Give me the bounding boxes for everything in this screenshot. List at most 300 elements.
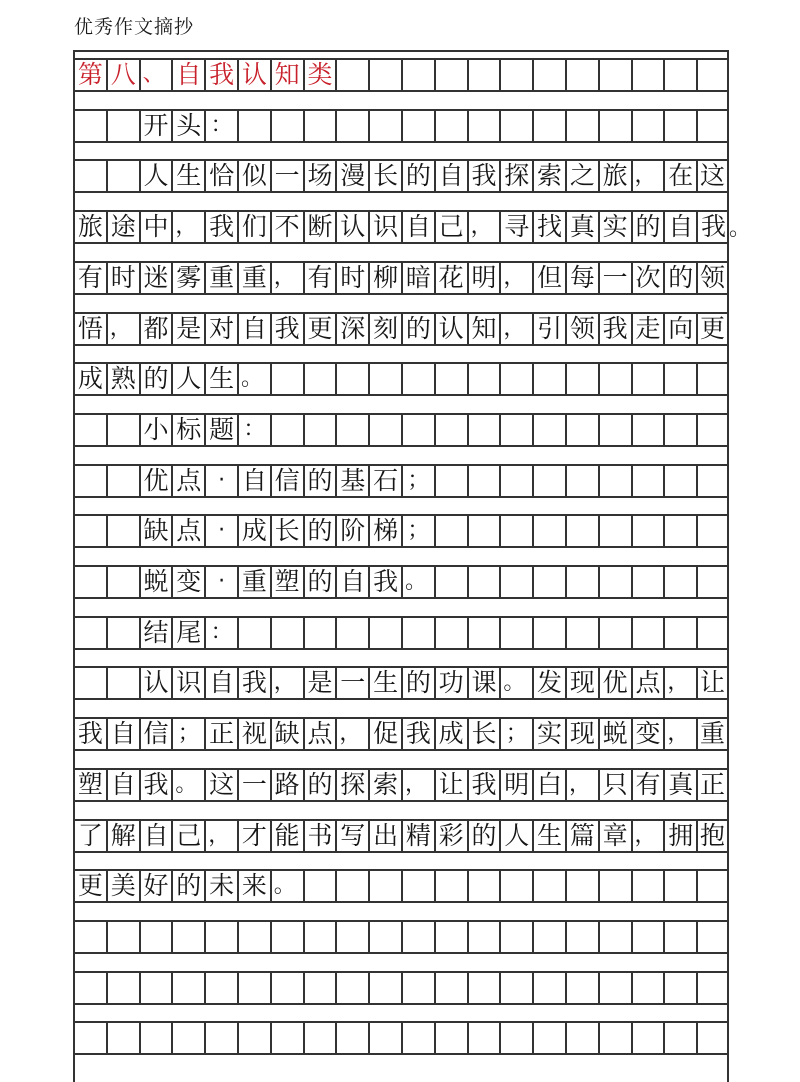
grid-cell: 让 [434, 770, 467, 800]
grid-row [73, 768, 729, 802]
grid-cell: 们 [237, 212, 270, 242]
grid-cell [335, 364, 368, 394]
grid-cell: 更 [696, 314, 729, 344]
grid-cell [401, 364, 434, 394]
grid-cell [532, 973, 565, 1003]
grid-cell: 拥 [663, 821, 696, 851]
grid-cell [696, 516, 729, 546]
grid-cell [598, 1023, 631, 1053]
grid-cell: ， [335, 719, 368, 749]
grid-cell: 实 [532, 719, 565, 749]
grid-cell: 我 [401, 719, 434, 749]
grid-cell: 抱 [696, 821, 729, 851]
grid-cell [434, 922, 467, 952]
grid-cell [434, 516, 467, 546]
grid-cell: 石 [368, 466, 401, 496]
grid-cell: 。 [499, 668, 532, 698]
grid-cell [467, 415, 500, 445]
grid-cell [106, 516, 139, 546]
grid-cell [663, 973, 696, 1003]
grid-cell: 的 [631, 212, 664, 242]
grid-cell [565, 60, 598, 90]
grid-cell [106, 111, 139, 141]
grid-cell [499, 111, 532, 141]
grid-cell [270, 618, 303, 648]
grid-cell [631, 111, 664, 141]
grid-cell: 熟 [106, 364, 139, 394]
grid-cell [237, 973, 270, 1003]
grid-cell [335, 1023, 368, 1053]
grid-cell: 生 [171, 161, 204, 191]
grid-cell: 己 [434, 212, 467, 242]
grid-cell [631, 1023, 664, 1053]
grid-cell [73, 973, 106, 1003]
grid-cell [663, 871, 696, 901]
grid-cell: 、 [139, 60, 172, 90]
grid-cell: ， [270, 668, 303, 698]
grid-cell [335, 415, 368, 445]
grid-cell [467, 1023, 500, 1053]
grid-cell [532, 466, 565, 496]
grid-cell [565, 516, 598, 546]
grid-cell: 刻 [368, 314, 401, 344]
grid-cell [663, 1023, 696, 1053]
grid-cell: 自 [663, 212, 696, 242]
grid-cell: 旅 [598, 161, 631, 191]
grid-cell: 促 [368, 719, 401, 749]
grid-cell: ， [631, 821, 664, 851]
grid-cell [467, 567, 500, 597]
grid-cell [237, 922, 270, 952]
grid-cell [270, 973, 303, 1003]
grid-cell [499, 466, 532, 496]
grid-cell: 书 [303, 821, 336, 851]
grid-cell: 我 [368, 567, 401, 597]
grid-cell: · [204, 466, 237, 496]
grid-cell: 花 [434, 263, 467, 293]
grid-cell: 我 [467, 161, 500, 191]
grid-cell: 自 [237, 314, 270, 344]
grid-cell [434, 871, 467, 901]
grid-cell: ， [467, 212, 500, 242]
grid-cell: 成 [237, 516, 270, 546]
grid-cell: 重 [696, 719, 729, 749]
grid-cell [270, 415, 303, 445]
grid-cell: 自 [204, 668, 237, 698]
grid-cell: 蜕 [598, 719, 631, 749]
grid-row [73, 971, 729, 1005]
grid-cell: ； [499, 719, 532, 749]
grid-row [73, 565, 729, 599]
grid-cell [565, 111, 598, 141]
grid-cell: 有 [303, 263, 336, 293]
grid-cell: 旅 [73, 212, 106, 242]
grid-cell [499, 1023, 532, 1053]
grid-cell: ： [204, 618, 237, 648]
grid-row [73, 413, 729, 447]
grid-cell [696, 618, 729, 648]
grid-cell [499, 973, 532, 1003]
grid-cell [631, 60, 664, 90]
grid-cell: 功 [434, 668, 467, 698]
grid-cell [171, 973, 204, 1003]
grid-cell: 寻 [499, 212, 532, 242]
grid-cell: 悟 [73, 314, 106, 344]
grid-cell: 标 [171, 415, 204, 445]
grid-cell [106, 466, 139, 496]
grid-cell: 一 [237, 770, 270, 800]
grid-cell: 次 [631, 263, 664, 293]
grid-cell: 自 [237, 466, 270, 496]
grid-cell [598, 364, 631, 394]
grid-cell [631, 415, 664, 445]
grid-cell: 阶 [335, 516, 368, 546]
grid-cell: 探 [499, 161, 532, 191]
grid-cell: 一 [335, 668, 368, 698]
grid-cell [106, 973, 139, 1003]
grid-cell [335, 871, 368, 901]
grid-cell [401, 618, 434, 648]
grid-cell: 结 [139, 618, 172, 648]
grid-cell [598, 516, 631, 546]
grid-cell [532, 1023, 565, 1053]
grid-cell: 。 [171, 770, 204, 800]
grid-cell: 的 [401, 161, 434, 191]
grid-cell: 课 [467, 668, 500, 698]
grid-row [73, 514, 729, 548]
grid-cell: 白 [532, 770, 565, 800]
grid-cell: 点 [303, 719, 336, 749]
grid-cell [598, 60, 631, 90]
grid-cell [401, 871, 434, 901]
grid-cell: 重 [237, 567, 270, 597]
grid-cell: 我 [270, 314, 303, 344]
grid-cell: ： [237, 415, 270, 445]
grid-cell [696, 415, 729, 445]
grid-cell [565, 871, 598, 901]
grid-cell: 优 [598, 668, 631, 698]
grid-cell [663, 516, 696, 546]
grid-cell: 能 [270, 821, 303, 851]
grid-cell [499, 364, 532, 394]
grid-cell: 章 [598, 821, 631, 851]
grid-cell: 我 [204, 60, 237, 90]
grid-cell: 自 [171, 60, 204, 90]
grid-row [73, 1021, 729, 1055]
grid-cell [532, 60, 565, 90]
grid-cell [303, 364, 336, 394]
grid-cell: 变 [631, 719, 664, 749]
grid-cell [565, 618, 598, 648]
grid-cell: 变 [171, 567, 204, 597]
grid-cell [696, 364, 729, 394]
grid-cell: 。 [237, 364, 270, 394]
grid-cell [532, 111, 565, 141]
grid-cell [565, 973, 598, 1003]
grid-cell: 写 [335, 821, 368, 851]
grid-cell: 未 [204, 871, 237, 901]
grid-cell [401, 111, 434, 141]
grid-cell: 路 [270, 770, 303, 800]
grid-cell [631, 516, 664, 546]
grid-cell: ， [565, 770, 598, 800]
grid-cell: 的 [303, 770, 336, 800]
grid-cell [631, 922, 664, 952]
grid-cell: 但 [532, 263, 565, 293]
grid-cell [696, 871, 729, 901]
grid-cell [73, 161, 106, 191]
grid-cell: 这 [204, 770, 237, 800]
grid-cell [434, 466, 467, 496]
grid-cell: 深 [335, 314, 368, 344]
grid-cell [237, 618, 270, 648]
grid-cell: ， [401, 770, 434, 800]
grid-cell [368, 111, 401, 141]
grid-cell: 是 [303, 668, 336, 698]
grid-cell: 我 [204, 212, 237, 242]
grid-cell: 中 [139, 212, 172, 242]
grid-cell [335, 973, 368, 1003]
grid-cell: 题 [204, 415, 237, 445]
grid-cell [434, 415, 467, 445]
grid-cell [532, 922, 565, 952]
grid-cell: 成 [73, 364, 106, 394]
grid-cell: 长 [270, 516, 303, 546]
grid-cell [335, 60, 368, 90]
grid-cell [499, 922, 532, 952]
grid-cell: 优 [139, 466, 172, 496]
grid-cell: 是 [171, 314, 204, 344]
grid-cell: 我 [73, 719, 106, 749]
grid-cell: 的 [171, 871, 204, 901]
grid-cell [73, 1023, 106, 1053]
grid-cell [434, 973, 467, 1003]
grid-row [73, 58, 729, 92]
page-title: 优秀作文摘抄 [74, 16, 195, 38]
grid-cell [73, 922, 106, 952]
grid-cell: 自 [106, 719, 139, 749]
grid-cell: 途 [106, 212, 139, 242]
grid-cell: 重 [237, 263, 270, 293]
grid-cell: 之 [565, 161, 598, 191]
grid-row [73, 159, 729, 193]
grid-cell: 我 [467, 770, 500, 800]
grid-cell [696, 466, 729, 496]
grid-cell [303, 871, 336, 901]
grid-cell: 一 [270, 161, 303, 191]
grid-cell: ： [204, 111, 237, 141]
grid-cell [106, 668, 139, 698]
grid-cell [467, 111, 500, 141]
grid-cell [106, 922, 139, 952]
grid-cell [696, 922, 729, 952]
grid-cell: 基 [335, 466, 368, 496]
grid-cell [532, 364, 565, 394]
grid-cell [368, 973, 401, 1003]
grid-cell: 自 [401, 212, 434, 242]
grid-cell: 长 [467, 719, 500, 749]
grid-cell [467, 60, 500, 90]
grid-cell: 的 [401, 668, 434, 698]
grid-row [73, 666, 729, 700]
grid-cell [303, 1023, 336, 1053]
grid-row [73, 616, 729, 650]
grid-cell [467, 871, 500, 901]
grid-cell: 更 [303, 314, 336, 344]
grid-cell [73, 516, 106, 546]
grid-cell [598, 871, 631, 901]
grid-cell: 好 [139, 871, 172, 901]
grid-row [73, 464, 729, 498]
grid-cell: 实 [598, 212, 631, 242]
grid-cell: 认 [434, 314, 467, 344]
grid-cell: 篇 [565, 821, 598, 851]
grid-cell [663, 60, 696, 90]
grid-cell: 识 [171, 668, 204, 698]
grid-cell [270, 111, 303, 141]
grid-cell [335, 618, 368, 648]
grid-cell [303, 618, 336, 648]
grid-cell [467, 973, 500, 1003]
grid-cell [499, 516, 532, 546]
grid-cell: 领 [565, 314, 598, 344]
grid-cell [598, 111, 631, 141]
grid-cell: 正 [204, 719, 237, 749]
grid-cell: 梯 [368, 516, 401, 546]
grid-cell [368, 1023, 401, 1053]
grid-cell [171, 922, 204, 952]
grid-cell [434, 567, 467, 597]
grid-cell: 解 [106, 821, 139, 851]
grid-cell [467, 466, 500, 496]
grid-cell [303, 415, 336, 445]
grid-cell [434, 60, 467, 90]
grid-cell [171, 1023, 204, 1053]
grid-cell [434, 111, 467, 141]
grid-cell [139, 973, 172, 1003]
grid-cell: 一 [598, 263, 631, 293]
grid-cell [73, 668, 106, 698]
grid-cell: 长 [368, 161, 401, 191]
grid-cell [270, 922, 303, 952]
grid-cell [663, 364, 696, 394]
grid-cell [467, 364, 500, 394]
grid-cell [467, 516, 500, 546]
grid-cell [237, 111, 270, 141]
grid-cell [696, 60, 729, 90]
grid-cell [270, 364, 303, 394]
grid-cell: 在 [663, 161, 696, 191]
grid-cell [335, 111, 368, 141]
grid-cell: 蜕 [139, 567, 172, 597]
grid-cell [368, 618, 401, 648]
grid-cell: 领 [696, 263, 729, 293]
grid-cell [106, 161, 139, 191]
grid-cell [368, 871, 401, 901]
grid-row [73, 362, 729, 396]
grid-cell: 断 [303, 212, 336, 242]
grid-cell: 视 [237, 719, 270, 749]
grid-cell: 有 [73, 263, 106, 293]
grid-cell: 认 [237, 60, 270, 90]
grid-cell: 缺 [270, 719, 303, 749]
grid-row [73, 819, 729, 853]
grid-cell: 似 [237, 161, 270, 191]
grid-row [73, 109, 729, 143]
grid-cell: ， [499, 314, 532, 344]
grid-cell: 的 [663, 263, 696, 293]
grid-cell: 的 [139, 364, 172, 394]
grid-cell: ； [401, 466, 434, 496]
grid-cell: 真 [663, 770, 696, 800]
grid-cell [532, 567, 565, 597]
grid-cell [434, 364, 467, 394]
grid-cell [303, 922, 336, 952]
grid-cell [368, 60, 401, 90]
grid-row [73, 920, 729, 954]
grid-cell [499, 415, 532, 445]
grid-cell: 暗 [401, 263, 434, 293]
grid-cell: 自 [434, 161, 467, 191]
grid-cell: 美 [106, 871, 139, 901]
grid-cell: 走 [631, 314, 664, 344]
grid-cell [401, 60, 434, 90]
grid-cell [598, 973, 631, 1003]
grid-cell: 我 [139, 770, 172, 800]
grid-cell: 知 [270, 60, 303, 90]
grid-cell [532, 871, 565, 901]
grid-cell: 信 [270, 466, 303, 496]
grid-cell: 自 [106, 770, 139, 800]
grid-cell [631, 618, 664, 648]
grid-cell: ， [106, 314, 139, 344]
grid-cell: 缺 [139, 516, 172, 546]
grid-cell: 更 [73, 871, 106, 901]
grid-cell [696, 1023, 729, 1053]
grid-cell: 让 [696, 668, 729, 698]
grid-cell [631, 364, 664, 394]
grid-cell [401, 415, 434, 445]
grid-cell: ， [663, 719, 696, 749]
grid-cell [467, 618, 500, 648]
grid-cell: 的 [401, 314, 434, 344]
grid-cell: 人 [139, 161, 172, 191]
grid-cell: 开 [139, 111, 172, 141]
grid-cell [631, 973, 664, 1003]
grid-cell: 发 [532, 668, 565, 698]
grid-cell [631, 466, 664, 496]
grid-cell: 己 [171, 821, 204, 851]
grid-cell: 雾 [171, 263, 204, 293]
grid-cell: 索 [532, 161, 565, 191]
grid-cell: 现 [565, 719, 598, 749]
grid-cell [401, 1023, 434, 1053]
grid-cell [106, 567, 139, 597]
grid-cell [565, 415, 598, 445]
grid-cell [532, 618, 565, 648]
grid-cell [303, 973, 336, 1003]
grid-cell: 这 [696, 161, 729, 191]
grid-cell [368, 364, 401, 394]
grid-cell: 向 [663, 314, 696, 344]
grid-cell: ， [270, 263, 303, 293]
grid-cell: 引 [532, 314, 565, 344]
grid-cell [106, 618, 139, 648]
grid-cell: 塑 [73, 770, 106, 800]
grid-cell: 塑 [270, 567, 303, 597]
grid-cell: 生 [204, 364, 237, 394]
grid-cell: ； [171, 719, 204, 749]
